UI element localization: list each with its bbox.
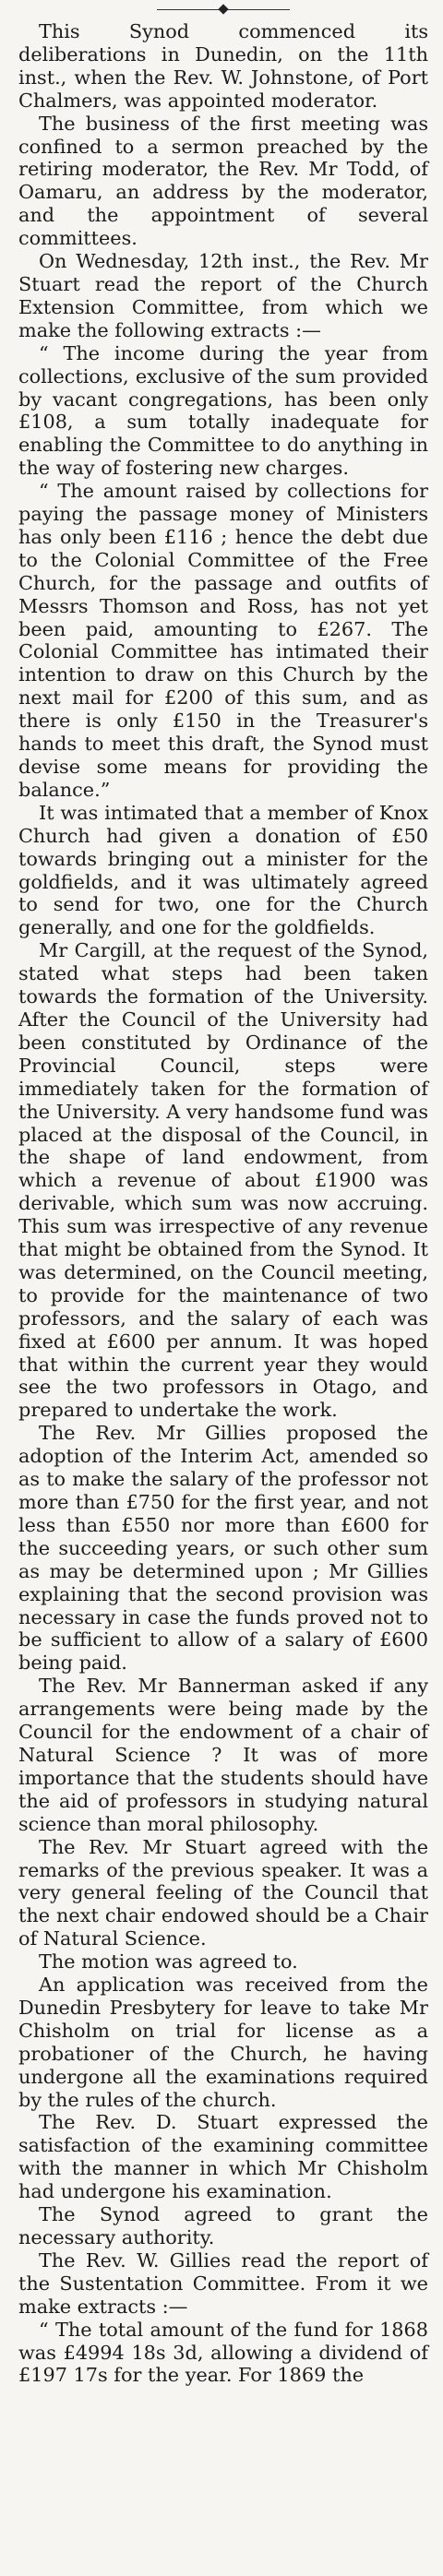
paragraph-university-formation: Mr Cargill, at the request of the Synod, stated what steps had been taken towards the formation of the University. After the Council of the University had been constituted by Ordinance of the Provincial Council, steps were immediately taken for the formation of the University. A very handsome fund was placed at the disposal of the Council, in the shape of land endowment, from which a revenue of about £1900 was derivable, which sum was now accruing. This sum was irrespective of any revenue that might be obtained from the Synod. It was determined, on the Council meeting, to provide for the maintenance of two professors, and the salary of each was fixed at £600 per annum. It was hoped that within the current year they would see the two professors in Otago, and prepared to undertake the work. — [18, 939, 428, 1422]
paragraph-knox-church-donation: It was intimated that a member of Knox Church had given a donation of £50 towards bringing out a minister for the goldfields, and it was ultimately agreed to send for two, one for the Church generally, and one for the goldfields. — [18, 801, 428, 939]
paragraph-natural-science-question: The Rev. Mr Bannerman asked if any arrangements were being made by the Council for the endowment of a chair of Natural Science ? It was of more importance that the students should have the aid of professors in studying natural science than moral philosophy. — [18, 1675, 428, 1835]
paragraph-synod-opening: This Synod commenced its deliberations in Dunedin, on the 11th inst., when the Rev. W. Johnstone, of Port Chalmers, was appointed moderator. — [18, 20, 428, 112]
paragraph-interim-act: The Rev. Mr Gillies proposed the adoption of the Interim Act, amended so as to make the salary of the professor not more than £750 for the first year, and not less than £550 nor more than £600 for the succeeding years, or such other sum as may be determined upon ; Mr Gillies explaining that the second provision was necessary in case the funds proved not to be sufficient to allow of a salary of £600 being paid. — [18, 1422, 428, 1675]
paragraph-stuart-agreement: The Rev. Mr Stuart agreed with the remarks of the previous speaker. It was a very general feeling of the Council that the next chair endowed should be a Chair of Natural Science. — [18, 1835, 428, 1950]
article-column — [18, 20, 428, 2387]
paragraph-examining-committee: The Rev. D. Stuart expressed the satisfaction of the examining committee with the manner in which Mr Chisholm had undergone his examination. — [18, 2111, 428, 2203]
paragraph-synod-authority: The Synod agreed to grant the necessary authority. — [18, 2203, 428, 2248]
paragraph-presbytery-application: An application was received from the Dunedin Presbytery for leave to take Mr Chisholm on trial for license as a probationer of the Church, he having undergone all the examinations required by the rules of the church. — [18, 1974, 428, 2111]
paragraph-quote-total-fund: “ The total amount of the fund for 1868 was £4994 18s 3d, allowing a dividend of £197 17s for the year. For 1869 the — [18, 2318, 428, 2387]
ornament-diamond-icon — [218, 4, 228, 14]
top-ornament-divider — [18, 4, 428, 17]
paragraph-motion-agreed: The motion was agreed to. — [39, 1950, 298, 1974]
paragraph-church-extension-report: On Wednesday, 12th inst., the Rev. Mr Stuart read the report of the Church Extension Committee, from which we make the following extracts :— — [18, 250, 428, 341]
paragraph-sustentation-report: The Rev. W. Gillies read the report of the Sustentation Committee. From it we make extracts :— — [18, 2248, 428, 2318]
paragraph-quote-income: “ The income during the year from collections, exclusive of the sum provided by vacant congregations, has been only £108, a sum totally inadequate for enabling the Committee to do anything in the way of fostering new charges. — [18, 341, 428, 480]
paragraph-quote-passage-money: “ The amount raised by collections for paying the passage money of Ministers has only been £116 ; hence the debt due to the Colonial Committee of the Free Church, for the passage and outfits of Messrs Thomson and Ross, has not yet been paid, amounting to £267. The Colonial Committee has intimated their intention to draw on this Church by the next mail for £200 of this sum, and as there is only £150 in the Treasurer's hands to meet this draft, the Synod must devise some means for providing the balance.” — [18, 480, 428, 801]
paragraph-first-meeting: The business of the first meeting was confined to a sermon preached by the retiring moderator, the Rev. Mr Todd, of Oamaru, an address by the moderator, and the appointment of several committees. — [18, 112, 428, 250]
